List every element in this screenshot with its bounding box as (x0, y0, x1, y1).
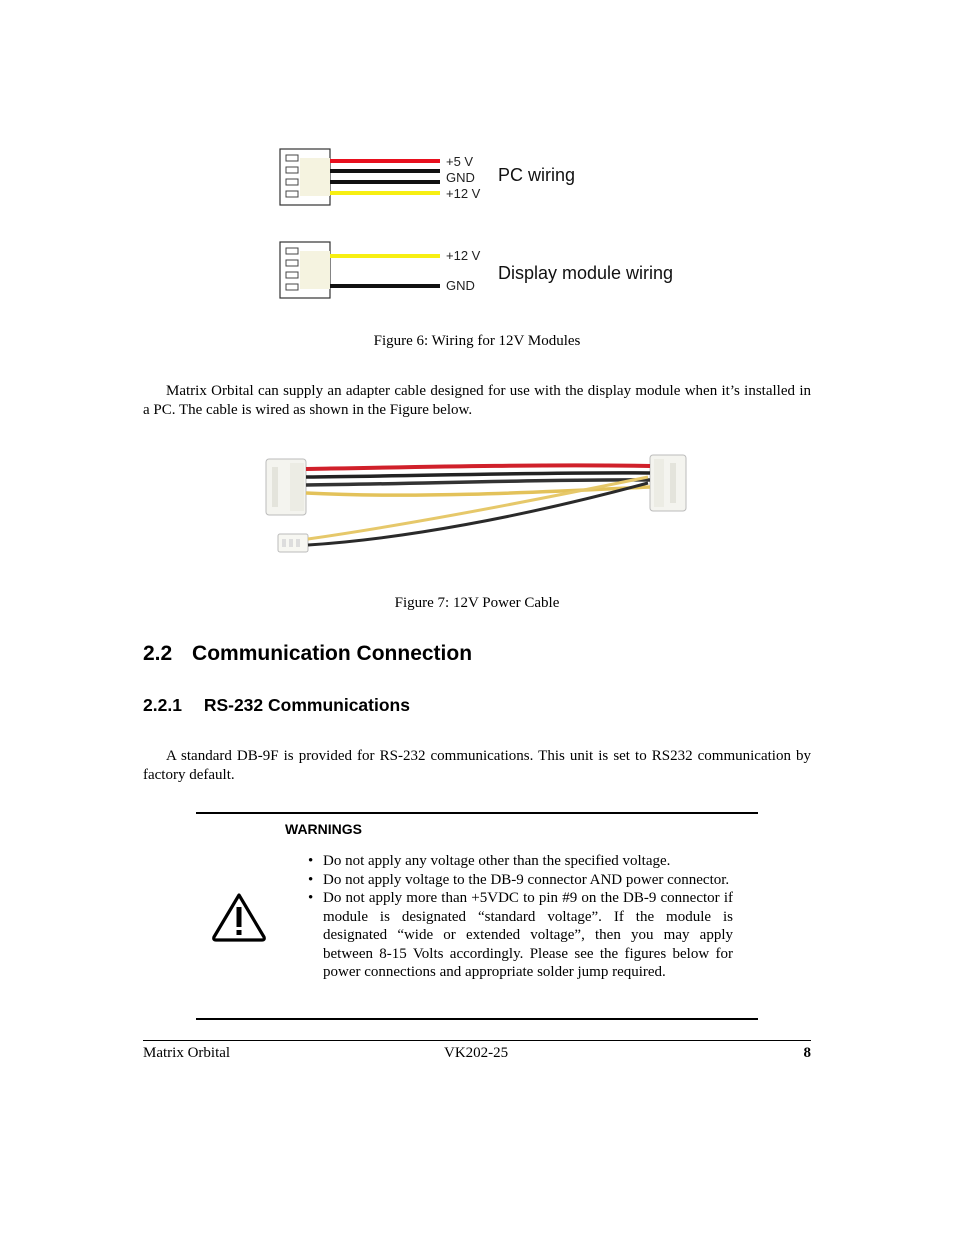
warnings-heading: WARNINGS (285, 821, 362, 837)
subsection-number: 2.2.1 (143, 695, 182, 715)
rs232-paragraph-text: A standard DB-9F is provided for RS-232 communications. This unit is set to RS232 communication by factory default. (143, 748, 811, 783)
warning-item: • Do not apply more than +5VDC to pin #9 on the DB-9 connector if module is designated “standard voltage”. If the module is designated “wide or extended voltage”, then you may apply between 8-15 Volts accordingly. Please see the figures below for power connections and appropriate solder jump required. (308, 889, 733, 982)
figure-7-caption: Figure 7: 12V Power Cable (394, 595, 560, 611)
section-number: 2.2 (143, 642, 173, 665)
warning-item: • Do not apply any voltage other than the specified voltage. (308, 852, 733, 871)
figure-6-caption: Figure 6: Wiring for 12V Modules (373, 333, 581, 349)
subsection-heading (143, 695, 410, 716)
warning-triangle-icon (210, 891, 268, 943)
display-wiring-title: Display module wiring (498, 263, 674, 283)
footer-center: VK202-25 (444, 1045, 509, 1061)
warning-icon (210, 891, 268, 943)
intro-paragraph-text: Matrix Orbital can supply an adapter cable designed for use with the display module when it’s installed in a PC. The cable is wired as shown in the Figure below. (143, 383, 811, 418)
pc-label-gnd: GND (446, 170, 475, 185)
section-title: Communication Connection (192, 642, 473, 665)
section-heading (143, 642, 472, 666)
warning-item: • Do not apply voltage to the DB-9 connector AND power connector. (308, 871, 733, 890)
warnings-bottom-rule (196, 1018, 758, 1020)
warnings-list (308, 852, 733, 982)
pc-label-5v: +5 V (446, 154, 474, 169)
page-number: 8 (803, 1045, 811, 1061)
footer-left: Matrix Orbital (143, 1045, 231, 1061)
footer-rule (143, 1040, 811, 1041)
pc-label-12v: +12 V (446, 186, 481, 201)
display-label-gnd: GND (446, 278, 475, 293)
subsection-title: RS-232 Communications (203, 695, 410, 715)
display-label-12v: +12 V (446, 248, 481, 263)
rs232-paragraph (143, 747, 811, 785)
power-cable-graphic (262, 447, 704, 561)
pc-wiring-title: PC wiring (498, 165, 576, 185)
figure-7-power-cable (262, 447, 704, 561)
intro-paragraph (143, 382, 811, 420)
warnings-top-rule (196, 812, 758, 814)
